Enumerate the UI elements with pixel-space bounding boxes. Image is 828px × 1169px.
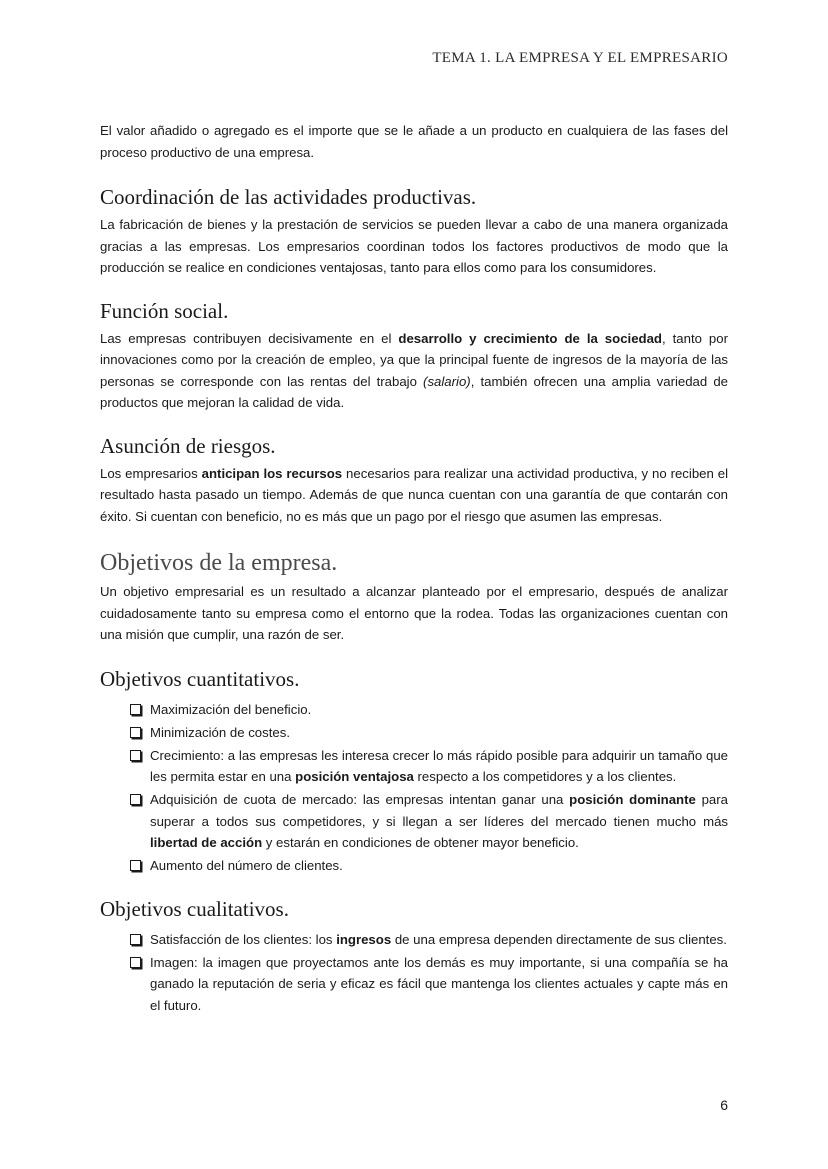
page-number: 6	[720, 1097, 728, 1113]
paragraph-objetivos: Un objetivo empresarial es un resultado a alcanzar planteado por el empresario, después de analizar cuidadosamente tanto su empresa como el entorno que la rodea. Todas las organizaciones cuentan con una misión que cumplir, una razón de ser.	[100, 584, 728, 642]
list-cualitativos	[100, 929, 728, 1017]
heading-coordinacion: Coordinación de las actividades productivas.	[100, 185, 477, 209]
bold-anticipan: anticipan los recursos	[201, 465, 343, 481]
heading-objetivos: Objetivos de la empresa.	[100, 550, 338, 576]
checkbox-icon	[130, 860, 141, 871]
italic-salario: (salario)	[423, 373, 471, 389]
list-item: Imagen: la imagen que proyectamos ante los demás es muy importante, si una compañía se ha ganado la reputación de seria y eficaz es fácil que mantenga los clientes actuales y capte más en el futuro.	[130, 952, 728, 1017]
list-item: Crecimiento: a las empresas les interesa crecer lo más rápido posible para adquirir un tamaño que les permita estar en una posición ventajosa respecto a los competidores y a los clientes.	[130, 745, 728, 788]
list-item: Adquisición de cuota de mercado: las empresas intentan ganar una posición dominante para superar a todos sus competidores, y si llegan a ser líderes del mercado tienen mucho más libertad de acción y estarán en condiciones de obtener mayor beneficio.	[130, 789, 728, 854]
paragraph-funcion-social: Las empresas contribuyen decisivamente en el desarrollo y crecimiento de la sociedad, tanto por innovaciones como por la creación de empleo, ya que la principal fuente de ingresos de la mayoría de las personas se corresponde con las rentas del trabajo (salario), también ofrecen una amplia variedad de productos que mejoran la calidad de vida.	[100, 330, 729, 410]
list-item: Aumento del número de clientes.	[130, 855, 728, 877]
heading-riesgos: Asunción de riesgos.	[100, 433, 276, 458]
list-item: Satisfacción de los clientes: los ingresos de una empresa dependen directamente de sus clientes.	[130, 929, 728, 951]
checkbox-icon	[130, 957, 141, 968]
heading-cuantitativos: Objetivos cuantitativos.	[100, 666, 300, 691]
running-header: TEMA 1. LA EMPRESA Y EL EMPRESARIO	[432, 50, 728, 66]
paragraph-coordinacion: La fabricación de bienes y la prestación de servicios se pueden llevar a cabo de una manera organizada gracias a las empresas. Los empresarios coordinan todos los factores productivos de modo que la producción se realice en condiciones ventajosas, tanto para ellos como para los consumidores.	[100, 217, 728, 275]
bold-desarrollo: desarrollo y crecimiento de la sociedad	[398, 330, 662, 346]
checkbox-icon	[130, 934, 141, 945]
checkbox-icon	[130, 750, 141, 761]
list-cuantitativos	[100, 699, 728, 877]
list-item: Minimización de costes.	[130, 722, 728, 744]
heading-funcion-social: Función social.	[100, 298, 229, 323]
checkbox-icon	[130, 794, 141, 805]
checkbox-icon	[130, 704, 141, 715]
page-content	[100, 120, 728, 1018]
checkbox-icon	[130, 727, 141, 738]
intro-paragraph: El valor añadido o agregado es el importe que se le añade a un producto en cualquiera de las fases del proceso productivo de una empresa.	[100, 123, 728, 160]
paragraph-riesgos: Los empresarios anticipan los recursos necesarios para realizar una actividad productiva, y no reciben el resultado hasta pasado un tiempo. Además de que nunca cuentan con una garantía de que contarán con éxito. Si cuentan con beneficio, no es más que un pago por el riesgo que asumen las empresas.	[100, 465, 729, 524]
list-item: Maximización del beneficio.	[130, 699, 728, 721]
heading-cualitativos: Objetivos cualitativos.	[100, 896, 289, 921]
